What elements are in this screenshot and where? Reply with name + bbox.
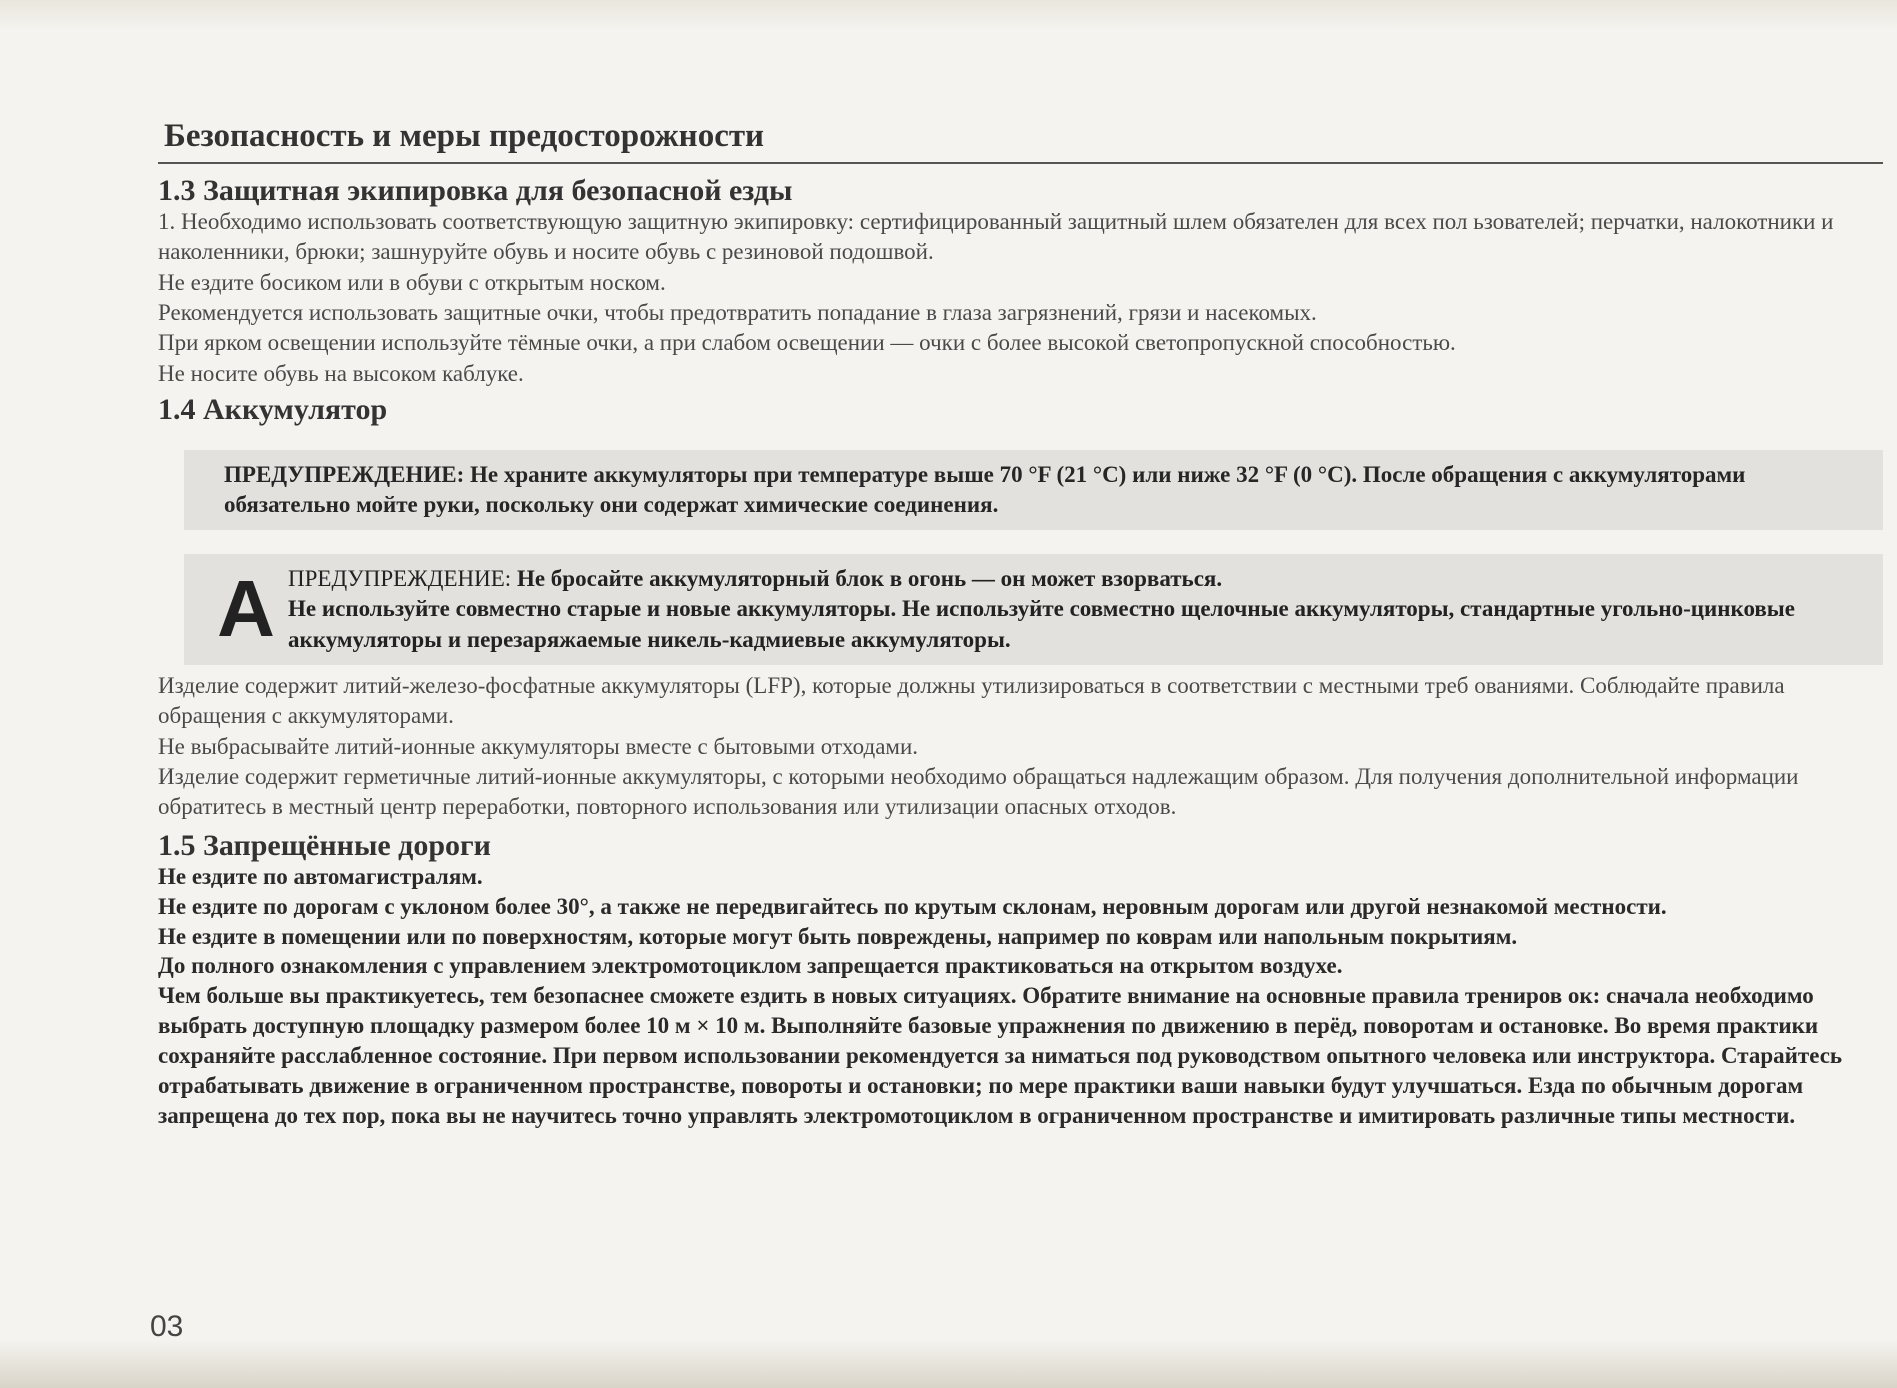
warning-letter-icon: A	[217, 564, 275, 654]
paragraph: До полного ознакомления с управлением электромотоциклом запрещается практиковаться на открытом воздухе.	[158, 953, 1343, 979]
paragraph: Изделие содержит литий-железо-фосфатные аккумуляторы (LFP), которые должны утилизироваться в соответствии с местными треб ованиями. Соблюдайте правила обращения с аккумуляторами.	[158, 672, 1785, 729]
paragraph: Чем больше вы практикуетесь, тем безопаснее сможете ездить в новых ситуациях. Обратите внимание на основные правила трениров ок: сначала необходимо выбрать доступную площадку размером более 10 м × 10 м. Выполняйте базовые упражнения по движению в перёд, поворотам и остановке. Во время практики сохраняйте расслабленное состояние. При первом использовании рекомендуется за ниматься под руководством опытного человека или инструктора. Старайтесь отрабатывать движение в ограниченном пространстве, повороты и остановки; по мере практики ваши навыки будут улучшаться. Езда по обычным дорогам запрещена до тех пор, пока вы не научитесь точно управлять электромотоциклом в ограниченном пространстве и имитировать различные типы местности.	[158, 983, 1843, 1128]
warning-first-text: Не бросайте аккумуляторный блок в огонь — он может взорваться.	[516, 565, 1223, 591]
page-title: Безопасность и меры предосторожности	[164, 118, 765, 154]
paragraph: Не ездите в помещении или по поверхностям, которые могут быть повреждены, например по коврам или напольным покрытиям.	[158, 923, 1518, 949]
paragraph: Рекомендуется использовать защитные очки, чтобы предотвратить попадание в глаза загрязнений, грязи и насекомых.	[158, 300, 1317, 326]
paragraph: Изделие содержит герметичные литий-ионные аккумуляторы, с которыми необходимо обращаться надлежащим образом. Для получения дополнительной информации обратитесь в местный центр переработки, повторного использования или утилизации опасных отходов.	[158, 764, 1799, 820]
paragraph: 1. Необходимо использовать соответствующую защитную экипировку: сертифицированный защитный шлем обязателен для всех пол ьзователей; перчатки, налокотники и наколенники, брюки; зашнуруйте обувь и носите обувь с резиновой подошвой.	[158, 208, 1834, 265]
title-divider	[158, 162, 1883, 164]
paragraph: При ярком освещении используйте тёмные очки, а при слабом освещении — очки с более высокой светопропускной способностью.	[158, 330, 1456, 356]
warning-text: ПРЕДУПРЕЖДЕНИЕ: Не храните аккумуляторы при температуре выше 70 °F (21 °C) или ниже 32 °F (0 °C). После обращения с аккумуляторами обязательно мойте руки, поскольку они содержат химические соединения.	[224, 462, 1746, 517]
paragraph: Не выбрасывайте литий-ионные аккумуляторы вместе с бытовыми отходами.	[158, 733, 919, 759]
page-content	[158, 118, 1883, 1131]
warning-rest-text: Не используйте совместно старые и новые аккумуляторы. Не используйте совместно щелочные аккумуляторы, стандартные угольно-цинковые аккумуляторы и перезаряжаемые никель-кадмиевые аккумуляторы.	[288, 596, 1795, 652]
paragraph: Не ездите по автомагистралям.	[158, 863, 483, 889]
warning-box-storage	[184, 450, 1883, 530]
page-number: 03	[150, 1310, 184, 1343]
paragraph: Не ездите босиком или в обуви с открытым носком.	[158, 269, 666, 295]
warning-label: ПРЕДУПРЕЖДЕНИЕ:	[288, 565, 512, 591]
warning-box-fire	[184, 554, 1883, 665]
section-heading-1-3: 1.3 Защитная экипировка для безопасной езды	[158, 173, 793, 207]
paragraph: Не носите обувь на высоком каблуке.	[158, 360, 524, 386]
warning-first-line	[288, 564, 1853, 594]
section-heading-1-5: 1.5 Запрещённые дороги	[158, 828, 491, 862]
warning-lines	[288, 564, 1853, 655]
paragraph: Не ездите по дорогам с уклоном более 30°, а также не передвигайтесь по крутым склонам, неровным дорогам или другой незнакомой местности.	[158, 893, 1667, 919]
section-heading-1-4: 1.4 Аккумулятор	[158, 393, 388, 427]
